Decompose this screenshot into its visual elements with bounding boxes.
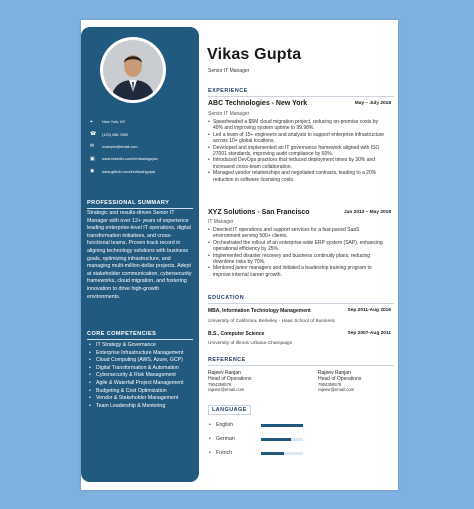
list-item: • Cloud Computing (AWS, Azure, GCP): [88, 357, 194, 365]
language-bar-fill: [261, 424, 303, 427]
reference-phone: 7904356576: [318, 382, 342, 387]
profile-photo: [100, 37, 166, 103]
list-item: • Team Leadership & Mentoring: [88, 403, 194, 411]
summary-text: Strategic and results-driven Senior IT Manager with over 12+ years of experience leading enterprise-level IT operations, digital transformation initiatives, and cross-functional teams. Proven track record in aligning technology solutions with business goals, optimizing infrastructure, and managing multi-million-dollar projects. Adept at stakeholder communication, cybersecurity frameworks, cloud migration, and fostering innovation to drive high-growth environments.: [87, 210, 192, 300]
job-date: Jan 2013 – May 2018: [344, 210, 391, 215]
language-bar: [261, 424, 303, 427]
location-icon: ⌖: [90, 118, 93, 125]
job-bullets: [208, 227, 388, 278]
language-heading: LANGUAGE: [208, 405, 251, 415]
list-item: • IT Strategy & Governance: [88, 342, 194, 350]
job-bullets: [208, 119, 388, 183]
github-icon: ◉: [90, 168, 95, 175]
contact-text[interactable]: example@email.com: [102, 144, 138, 149]
edu-degree: B.S., Computer Science: [208, 331, 265, 337]
language-bar-fill: [261, 438, 291, 441]
reference-title: Head of Operations: [208, 376, 252, 382]
list-item: • Mentored junior managers and initiated a leadership training program to improve internal career growth.: [208, 265, 388, 278]
edu-school: University of Illinois Urbana-Champaign: [208, 341, 293, 346]
phone-icon: ☎: [90, 131, 97, 138]
edu-degree: MBA, Information Technology Management: [208, 308, 311, 314]
contact-github[interactable]: [90, 166, 194, 178]
contact-text[interactable]: www.linkedin.com/in/vikashgupta: [102, 157, 158, 162]
job-date: May – July 2018: [354, 101, 391, 106]
resume-page: [81, 20, 398, 490]
language-row: [209, 436, 319, 444]
job-title: XYZ Solutions - San Francisco: [208, 209, 310, 216]
contact-text[interactable]: www.github.com/in/vikashgupta: [102, 169, 155, 174]
reference-email[interactable]: rajeevr@email.com: [318, 387, 355, 393]
competencies-heading: CORE COMPETENCIES: [87, 331, 193, 340]
list-item: • Led a team of 15+ engineers and analysts to support enterprise infrastructure across 10+ global locations.: [208, 132, 388, 145]
list-item: • Digital Transformation & Automation: [88, 365, 194, 373]
list-item: • Directed IT operations and support services for a fast-paced SaaS environment serving 500+ clients.: [208, 227, 388, 240]
list-item: • Budgeting & Cost Optimization: [88, 388, 194, 396]
sidebar: [81, 27, 199, 482]
list-item: • Introduced DevOps practices that reduced deployment times by 30% and increased cross-team collaboration.: [208, 157, 388, 170]
edu-school: University of California, Berkeley - Haas School of Business: [208, 319, 335, 324]
job-position: Senior IT Manager: [208, 111, 250, 117]
bullet-dot: •: [209, 450, 211, 456]
list-item: • Spearheaded a $5M cloud migration project, reducing on-premise costs by 40% and improving system uptime to 99.98%.: [208, 119, 388, 132]
avatar-image: [103, 40, 163, 100]
language-name: French: [216, 450, 233, 456]
summary-heading: PROFESSIONAL SUMMARY: [87, 200, 193, 209]
list-item: • Enterprise Infrastructure Management: [88, 350, 194, 358]
language-row: [209, 450, 319, 458]
bullet-dot: •: [209, 436, 211, 442]
reference-card: [208, 370, 251, 392]
reference-title: Head of Operations: [318, 376, 362, 382]
contact-linkedin[interactable]: [90, 153, 194, 165]
contact-list: [90, 116, 194, 178]
profile-name: Vikas Gupta: [207, 46, 302, 63]
reference-name: Rajeev Ranjan: [318, 370, 351, 376]
list-item: • Implemented disaster recovery and business continuity plans, reducing downtime risks by 70%.: [208, 253, 388, 266]
language-name: German: [216, 436, 235, 442]
email-icon: ✉: [90, 143, 95, 150]
experience-heading: EXPERIENCE: [208, 88, 394, 97]
language-bar-fill: [261, 452, 284, 455]
reference-card: [318, 370, 361, 392]
reference-phone: 7904356576: [208, 382, 232, 387]
edu-date: Sep 2011-Aug 2016: [347, 308, 391, 313]
contact-text: (123) 456-7890: [102, 132, 128, 137]
list-item: • Orchestrated the rollout of an enterprise-wide ERP system (SAP), enhancing operational efficiency by 25%.: [208, 240, 388, 253]
language-name: English: [216, 422, 234, 428]
profile-role: Senior IT Manager: [208, 68, 250, 74]
job-position: IT Manager: [208, 219, 234, 225]
list-item: • Vendor & Stakeholder Management: [88, 395, 194, 403]
linkedin-icon: ▣: [90, 155, 95, 162]
job-title: ABC Technologies - New York: [208, 100, 308, 107]
contact-email[interactable]: [90, 141, 194, 153]
language-row: [209, 422, 319, 430]
competencies-list: [88, 342, 194, 410]
contact-location: [90, 116, 194, 128]
reference-email[interactable]: rajeevr@email.com: [208, 387, 245, 393]
reference-name: Rajeev Ranjan: [208, 370, 241, 376]
edu-date: Sep 2007-Aug 2011: [347, 331, 391, 336]
reference-heading: REFERENCE: [208, 357, 394, 366]
list-item: • Managed vendor relationships and negotiated contracts, leading to a 20% reduction in software licensing costs.: [208, 170, 388, 183]
list-item: • Cybersecurity & Risk Management: [88, 372, 194, 380]
education-heading: EDUCATION: [208, 295, 394, 304]
contact-text: New York, NY: [102, 120, 126, 125]
language-bar: [261, 452, 303, 455]
contact-phone: [90, 128, 194, 140]
list-item: • Agile & Waterfall Project Management: [88, 380, 194, 388]
language-bar: [261, 438, 303, 441]
list-item: • Developed and implemented an IT governance framework aligned with ISO 27001 standards, improving audit compliance by 60%.: [208, 145, 388, 158]
bullet-dot: •: [209, 422, 211, 428]
